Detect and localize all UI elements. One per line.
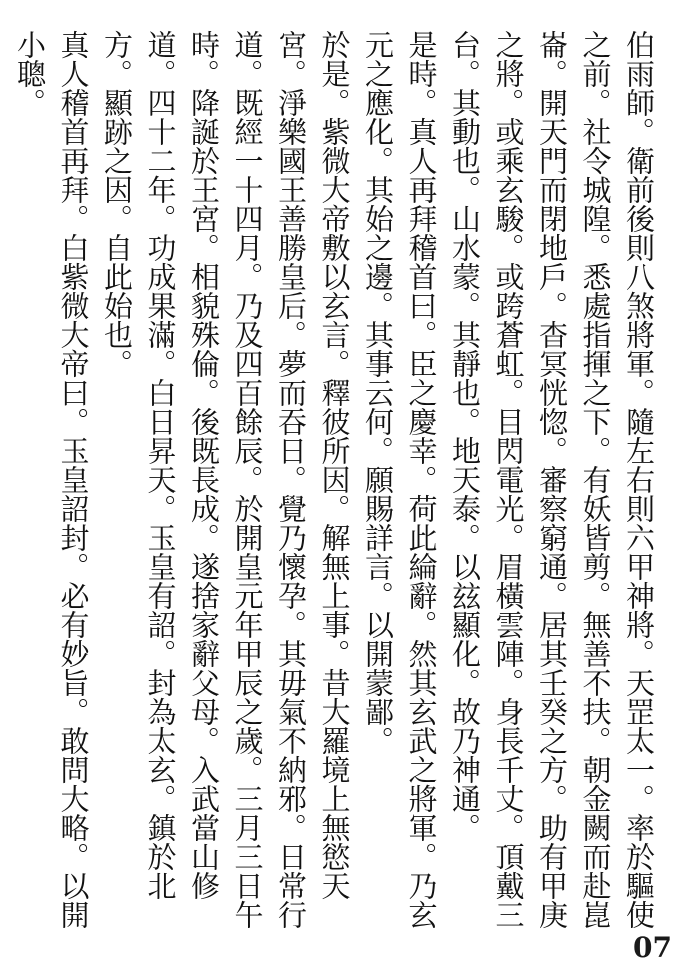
page-number: 07 (633, 931, 672, 964)
scripture-text: 伯雨師。衛前後則八煞將軍。隨左右則六甲神將。天罡太一。率於驅使之前。社令城隍。悉處指揮之下。有妖皆剪。無善不扶。朝金闕而赴崑崙。開天門而閉地戶。杳冥恍惚。審察窮通。居其壬癸之方。助有甲庚之將。或乘玄駿。或跨蒼虹。目閃電光。眉橫雲陣。身長千丈。頂戴三台。其動也。山水蒙。其靜也。地天泰。以玆顯化。故乃神通。 是時。真人再拜稽首曰。臣之慶幸。荷此綸辭。然其玄武之將軍。乃玄元之應化。其始之邊。其事云何。願賜詳言。以開蒙鄙。 於是。紫微大帝敷以玄言。釋彼所因。解無上事。昔大羅境上無慾天宮。淨樂國王善勝皇后。夢而吞日。覺乃懷孕。其毋氣不納邪。日常行道。既經一十四月。乃及四百餘辰。於開皇元年甲辰之歲。三月三日午時。降誕於王宮。相貌殊倫。後既長成。遂捨家辭父母。入武當山修道。四十二年。功成果滿。白日昇天。玉皇有詔。封為太玄。鎮於北方。顯跡之因。自此始也。 真人稽首再拜。白紫微大帝曰。玉皇詔封。必有妙旨。敢問大略。以開小聰。 (13, 30, 656, 929)
